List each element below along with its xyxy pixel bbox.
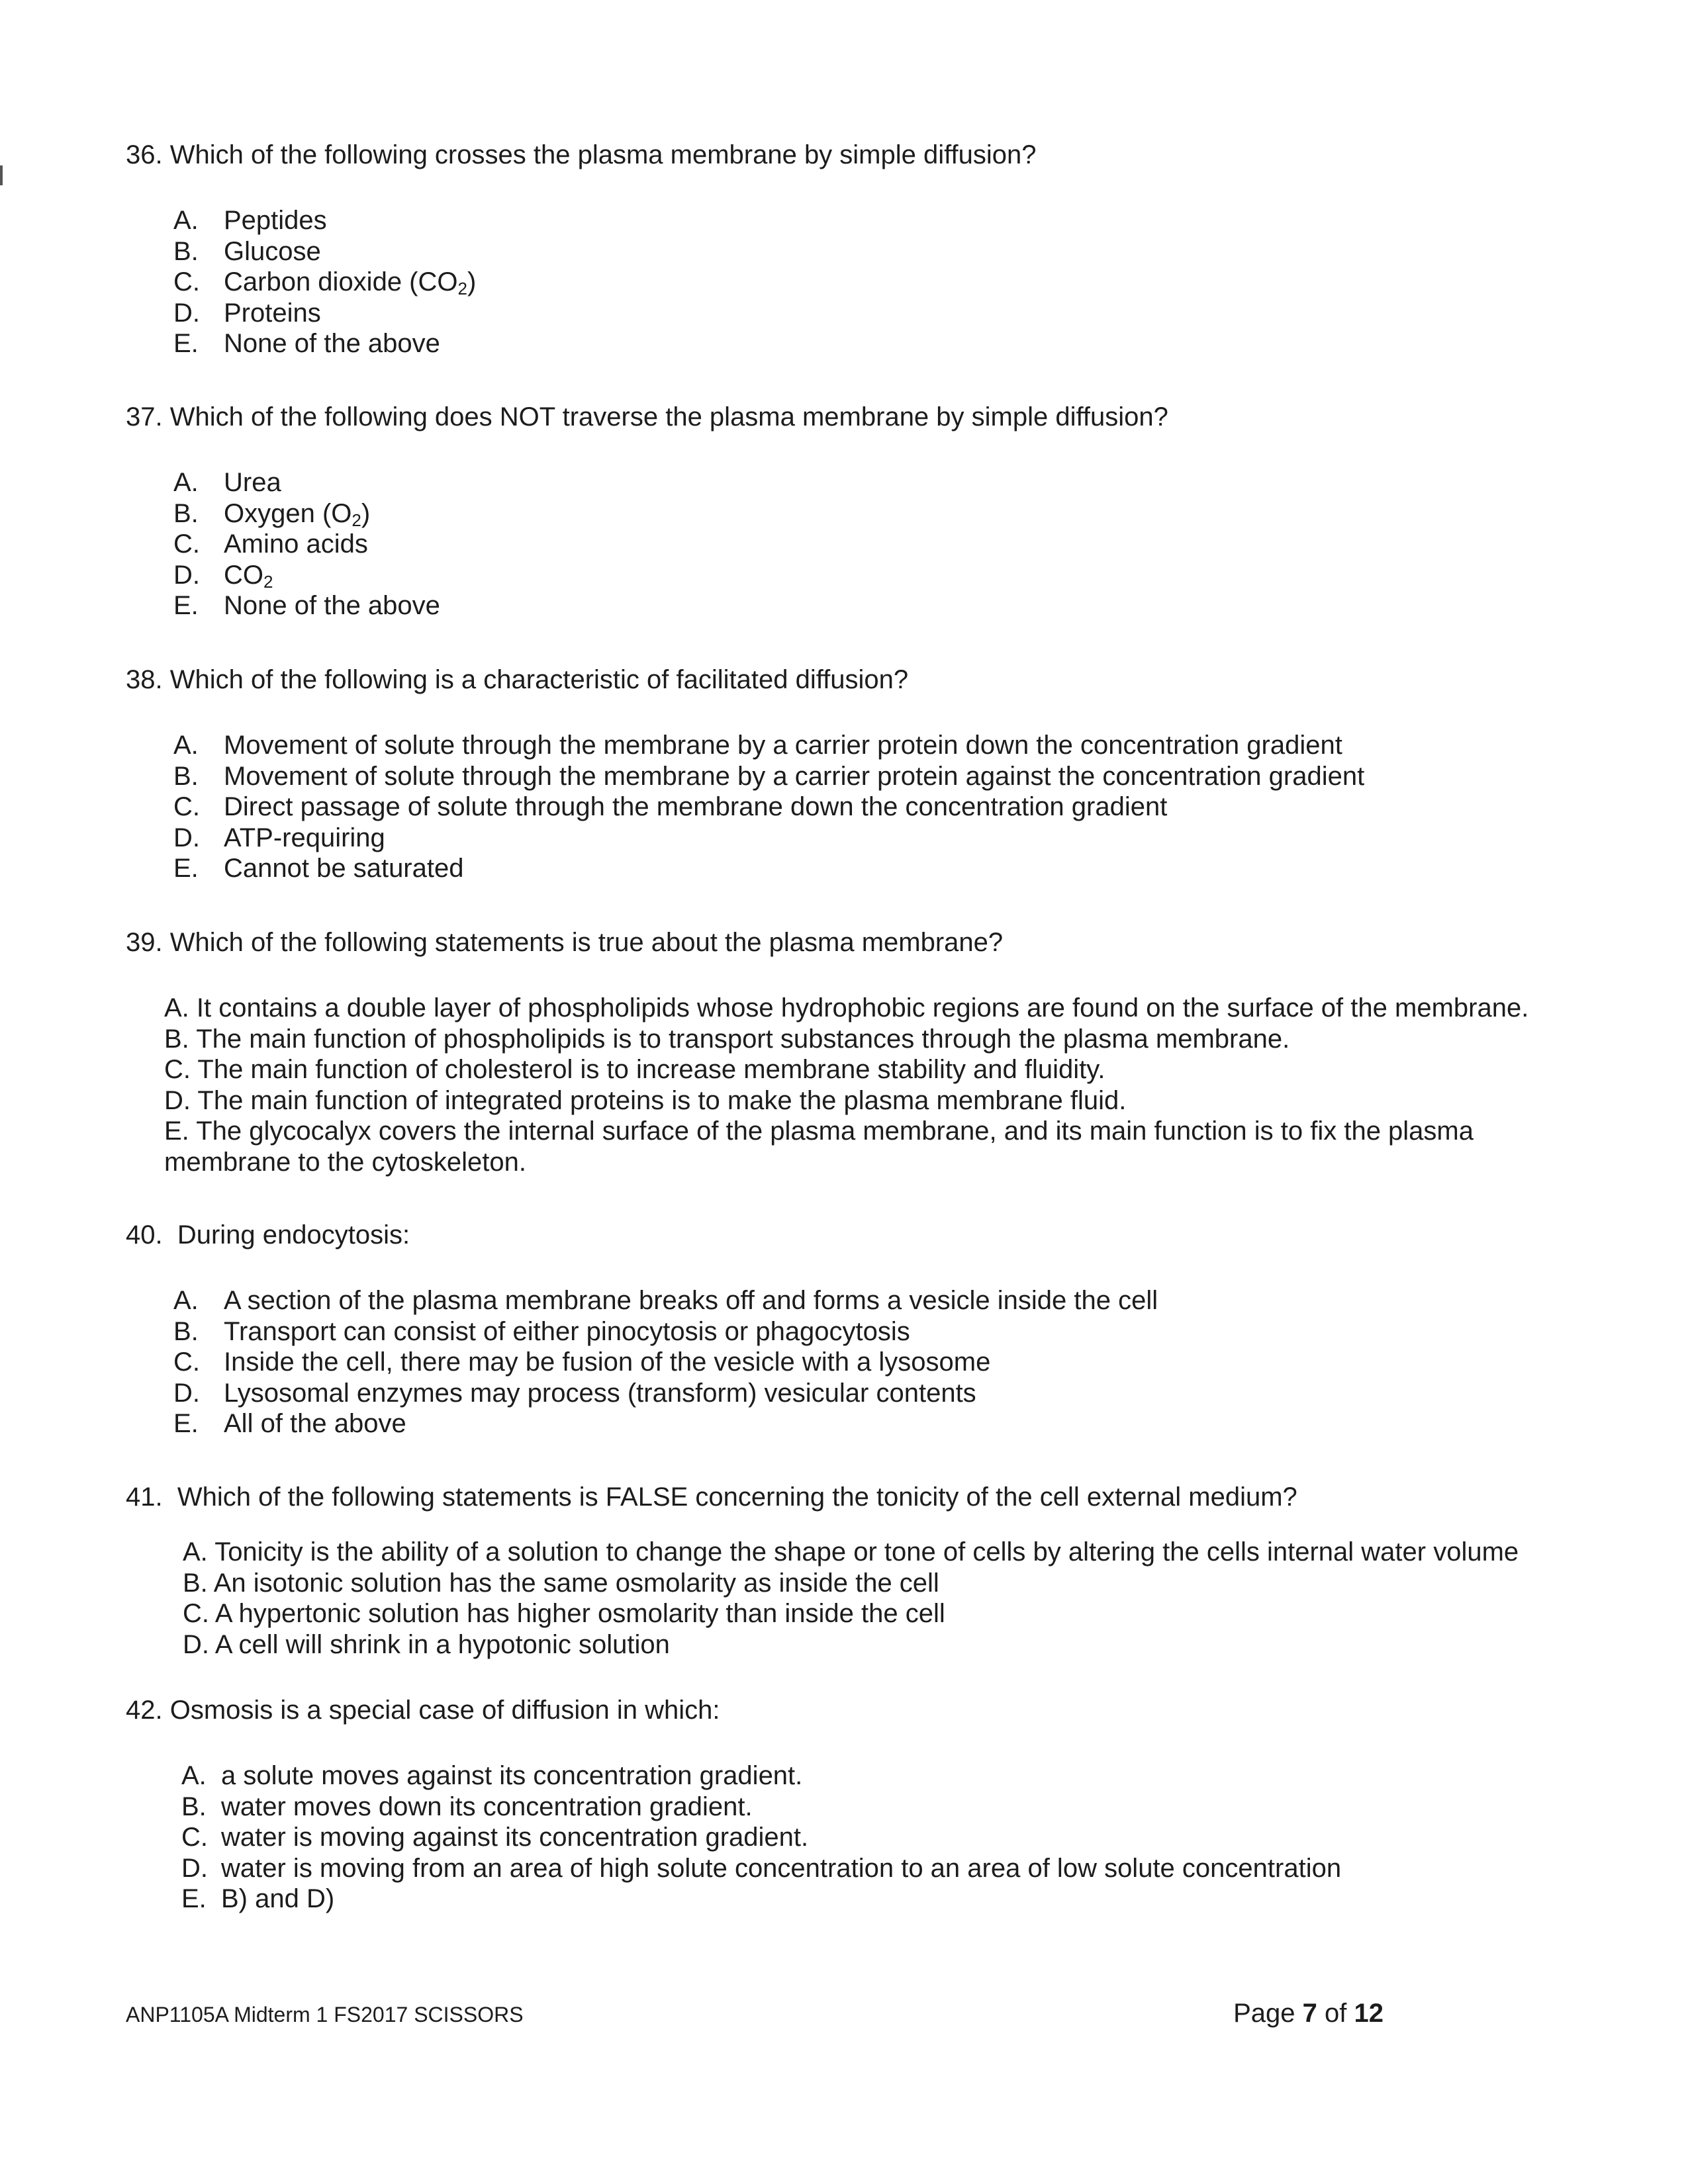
- option-a: A. Urea: [173, 468, 281, 497]
- question-36: [126, 139, 1615, 359]
- option-c: C. A hypertonic solution has higher osmolarity than inside the cell: [183, 1599, 945, 1628]
- scan-artifact: [0, 165, 3, 185]
- options-list: [181, 1760, 1615, 1915]
- options-list: [183, 1537, 1615, 1660]
- question-stem: 42. Osmosis is a special case of diffusion in which:: [126, 1696, 720, 1725]
- options-list: [173, 1285, 1615, 1439]
- option-e: E. None of the above: [173, 329, 440, 358]
- question-40: [126, 1219, 1615, 1439]
- option-d: D. The main function of integrated proteins is to make the plasma membrane fluid.: [164, 1085, 1127, 1115]
- option-b: B. Transport can consist of either pinocytosis or phagocytosis: [173, 1316, 910, 1346]
- option-a: A. Movement of solute through the membrane by a carrier protein down the concentration gradient: [173, 731, 1342, 760]
- options-list: [173, 467, 1615, 621]
- option-c: C. The main function of cholesterol is to increase membrane stability and fluidity.: [164, 1055, 1105, 1084]
- question-stem: 39. Which of the following statements is true about the plasma membrane?: [126, 928, 1004, 957]
- page-footer: [126, 1999, 1383, 2028]
- question-37: [126, 401, 1615, 621]
- option-c: C. water is moving against its concentration gradient.: [181, 1823, 809, 1852]
- option-b: B. Oxygen $(O_2)$: [173, 498, 371, 530]
- option-b: B. The main function of phospholipids is to transport substances through the plasma membrane.: [164, 1024, 1290, 1054]
- option-a: A. Peptides: [173, 206, 327, 235]
- option-c: C. Amino acids: [173, 529, 368, 559]
- page-number: Page 7 of 12: [1233, 1999, 1383, 2028]
- options-list: [164, 993, 1615, 1177]
- option-e: E. Cannot be saturated: [173, 854, 464, 883]
- options-list: [173, 730, 1615, 884]
- question-42: [126, 1694, 1615, 1915]
- option-c: C. Inside the cell, there may be fusion of the vesicle with a lysosome: [173, 1347, 991, 1377]
- option-d: D. Proteins: [173, 298, 321, 328]
- option-d: D. water is moving from an area of high solute concentration to an area of low solute concentration: [181, 1853, 1342, 1883]
- option-c: C. Carbon dioxide $(CO_2)$: [173, 267, 477, 298]
- option-a: A. a solute moves against its concentration gradient.: [181, 1761, 803, 1790]
- question-39: [126, 927, 1615, 1177]
- course-label: ANP1105A Midterm 1 FS2017 SCISSORS: [126, 2003, 524, 2026]
- option-a: A. Tonicity is the ability of a solution to change the shape or tone of cells by altering the cells internal water volume: [183, 1537, 1519, 1567]
- option-b: B. water moves down its concentration gradient.: [181, 1792, 753, 1821]
- option-e: E. B) and D): [181, 1884, 335, 1913]
- option-a: A. It contains a double layer of phospholipids whose hydrophobic regions are found on the surface of the membrane.: [164, 993, 1529, 1023]
- option-e: E. The glycocalyx covers the internal surface of the plasma membrane, and its main function is to fix the plasma membrane to the cytoskeleton.: [164, 1116, 1474, 1177]
- question-stem: 37. Which of the following does NOT traverse the plasma membrane by simple diffusion?: [126, 402, 1168, 432]
- option-e: E. All of the above: [173, 1409, 406, 1438]
- option-a: A. A section of the plasma membrane breaks off and forms a vesicle inside the cell: [173, 1286, 1158, 1315]
- option-d: D. A cell will shrink in a hypotonic solution: [183, 1629, 670, 1659]
- option-d: D. ATP-requiring: [173, 823, 385, 852]
- option-b: B. An isotonic solution has the same osmolarity as inside the cell: [183, 1568, 939, 1598]
- question-stem: 36. Which of the following crosses the plasma membrane by simple diffusion?: [126, 140, 1037, 169]
- question-stem: 40. During endocytosis:: [126, 1220, 410, 1250]
- question-stem: 41. Which of the following statements is FALSE concerning the tonicity of the cell external medium?: [126, 1482, 1297, 1512]
- option-d: D. Lysosomal enzymes may process (transform) vesicular contents: [173, 1378, 976, 1408]
- option-b: B. Movement of solute through the membrane by a carrier protein against the concentration gradient: [173, 761, 1365, 791]
- question-38: [126, 664, 1615, 884]
- option-d: D. $CO_2$: [173, 560, 273, 592]
- option-e: E. None of the above: [173, 591, 440, 620]
- question-stem: 38. Which of the following is a characteristic of facilitated diffusion?: [126, 665, 909, 694]
- question-41: [126, 1481, 1615, 1660]
- option-b: B. Glucose: [173, 236, 321, 266]
- option-c: C. Direct passage of solute through the membrane down the concentration gradient: [173, 792, 1168, 821]
- options-list: [173, 205, 1615, 359]
